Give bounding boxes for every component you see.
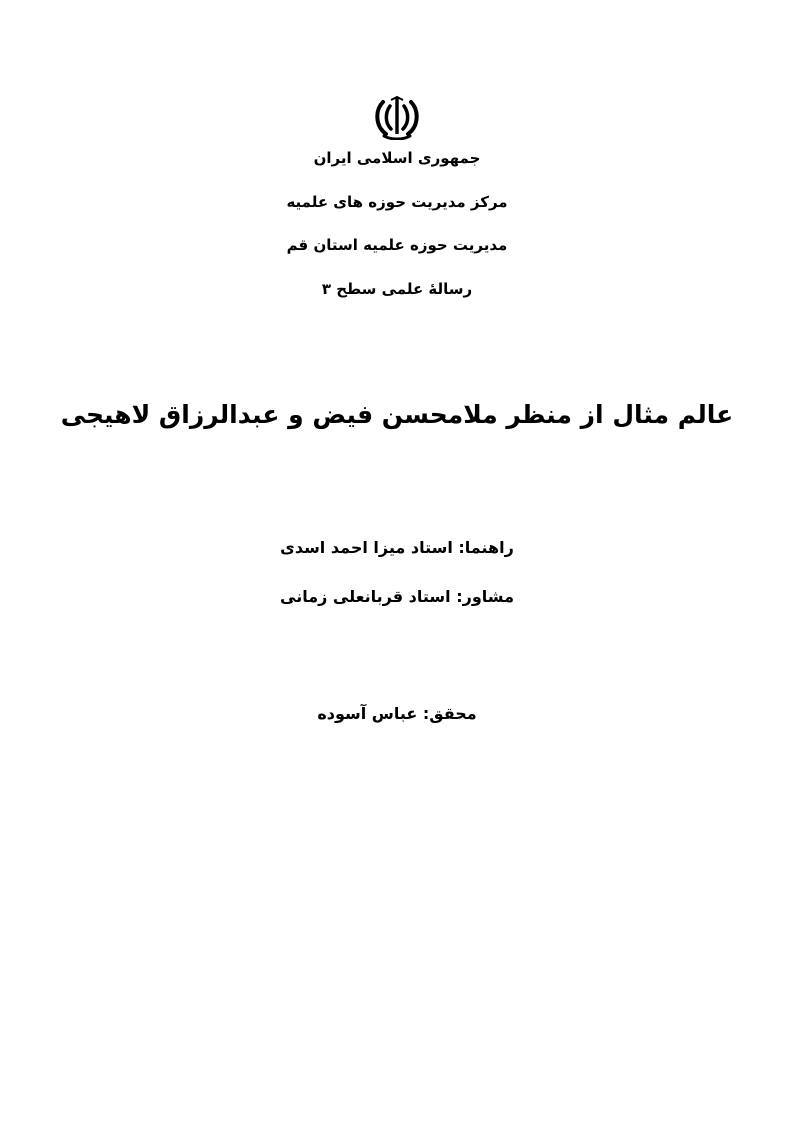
supervisor-line: راهنما: استاد میزا احمد اسدی: [280, 538, 514, 557]
header-level: رسالۀ علمی سطح ۳: [321, 280, 473, 298]
header-province: مدیریت حوزه علمیه استان قم: [286, 236, 508, 254]
iran-emblem-icon: [374, 96, 420, 140]
researcher-line: محقق: عباس آسوده: [317, 704, 477, 723]
thesis-title: عالم مثال از منظر ملامحسن فیض و عبدالرزاق لاهیجی: [60, 400, 734, 429]
header-country: جمهوری اسلامی ایران: [313, 149, 481, 167]
advisor-line: مشاور: استاد قربانعلی زمانی: [280, 587, 514, 606]
header-center: مرکز مدیریت حوزه های علمیه: [286, 193, 508, 211]
